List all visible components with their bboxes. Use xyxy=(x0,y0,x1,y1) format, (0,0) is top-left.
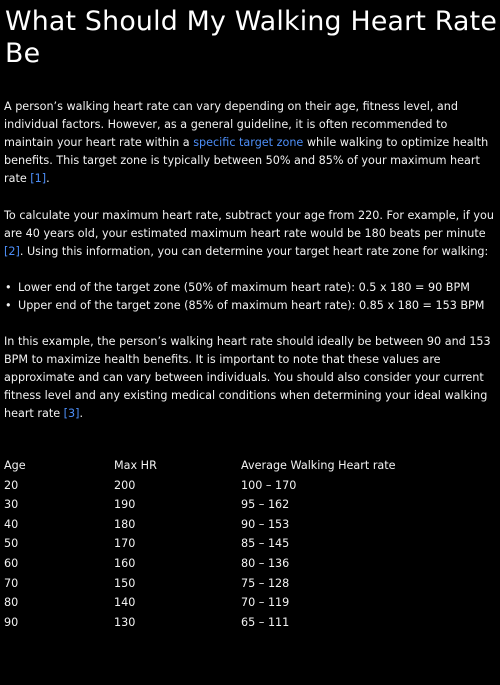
calculation-paragraph xyxy=(4,207,494,261)
heart-rate-table xyxy=(4,456,424,632)
bullet-icon: • xyxy=(5,281,12,294)
reference-2-link[interactable]: [2] xyxy=(4,245,20,258)
article-body xyxy=(0,98,500,632)
table-row xyxy=(4,534,424,554)
table-row xyxy=(4,554,424,574)
average-hr-cell: 95 – 162 xyxy=(241,498,290,512)
age-cell: 90 xyxy=(4,615,19,629)
reference-3-link[interactable]: [3] xyxy=(63,407,80,420)
bullet-icon: • xyxy=(5,299,12,312)
age-cell: 30 xyxy=(4,498,19,512)
reference-1-link[interactable]: [1] xyxy=(30,172,47,185)
table-row xyxy=(4,495,424,515)
average-hr-cell: 65 – 111 xyxy=(241,615,290,629)
page-title: What Should My Walking Heart Rate Be xyxy=(5,6,498,69)
intro-end: . xyxy=(46,172,50,185)
average-walking-hr-column-header: Average Walking Heart rate xyxy=(241,459,396,472)
age-cell: 80 xyxy=(4,596,19,610)
max-hr-cell: 200 xyxy=(114,478,136,492)
max-hr-cell: 150 xyxy=(114,576,136,590)
average-hr-cell: 100 – 170 xyxy=(241,478,297,492)
max-hr-cell: 140 xyxy=(114,596,136,610)
age-cell: 20 xyxy=(4,478,19,492)
age-cell: 70 xyxy=(4,576,19,590)
list-item xyxy=(4,297,494,315)
intro-text-continued: while walking to optimize health benefits. This target zone is typically between 50% and 85% of your maximum heart rate xyxy=(4,136,489,185)
table-row xyxy=(4,515,424,535)
table-row xyxy=(4,593,424,613)
age-cell: 60 xyxy=(4,556,19,570)
example-paragraph xyxy=(4,333,494,423)
calculation-text-continued: . Using this information, you can determine your target heart rate zone for walking: xyxy=(19,245,489,258)
target-zone-list xyxy=(4,279,494,315)
table-row xyxy=(4,613,424,633)
average-hr-cell: 85 – 145 xyxy=(241,537,290,551)
average-hr-cell: 90 – 153 xyxy=(241,517,290,531)
average-hr-cell: 75 – 128 xyxy=(241,576,290,590)
max-hr-cell: 190 xyxy=(114,498,136,512)
max-hr-cell: 130 xyxy=(114,615,136,629)
intro-text: A person’s walking heart rate can vary depending on their age, fitness level, and individual factors. However, as a general guideline, it is often recommended to maintain your heart rate within a xyxy=(4,100,458,149)
specific-target-zone-link[interactable]: specific target zone xyxy=(193,136,304,149)
lower-zone-text: Lower end of the target zone (50% of maximum heart rate): 0.5 x 180 = 90 BPM xyxy=(18,281,470,294)
age-column-header: Age xyxy=(4,459,26,472)
max-hr-column-header: Max HR xyxy=(114,459,157,472)
example-end: . xyxy=(79,407,84,420)
upper-zone-text: Upper end of the target zone (85% of maximum heart rate): 0.85 x 180 = 153 BPM xyxy=(18,299,485,312)
average-hr-cell: 80 – 136 xyxy=(241,556,290,570)
calculation-text: To calculate your maximum heart rate, subtract your age from 220. For example, if you are 40 years old, your estimated maximum heart rate would be 180 beats per minute xyxy=(4,209,494,240)
average-hr-cell: 70 – 119 xyxy=(241,596,290,610)
max-hr-cell: 160 xyxy=(114,556,136,570)
table-row xyxy=(4,476,424,496)
age-cell: 50 xyxy=(4,537,19,551)
max-hr-cell: 180 xyxy=(114,517,136,531)
example-text: In this example, the person’s walking heart rate should ideally be between 90 and 153 BPM to maximize health benefits. It is important to note that these values are approximate and can vary between individuals. You should also consider your current fitness level and any existing medical conditions when determining your ideal walking heart rate xyxy=(4,335,491,420)
table-header-row xyxy=(4,456,424,476)
age-cell: 40 xyxy=(4,517,19,531)
table-row xyxy=(4,574,424,594)
intro-paragraph xyxy=(4,98,494,188)
list-item xyxy=(4,279,494,297)
max-hr-cell: 170 xyxy=(114,537,136,551)
